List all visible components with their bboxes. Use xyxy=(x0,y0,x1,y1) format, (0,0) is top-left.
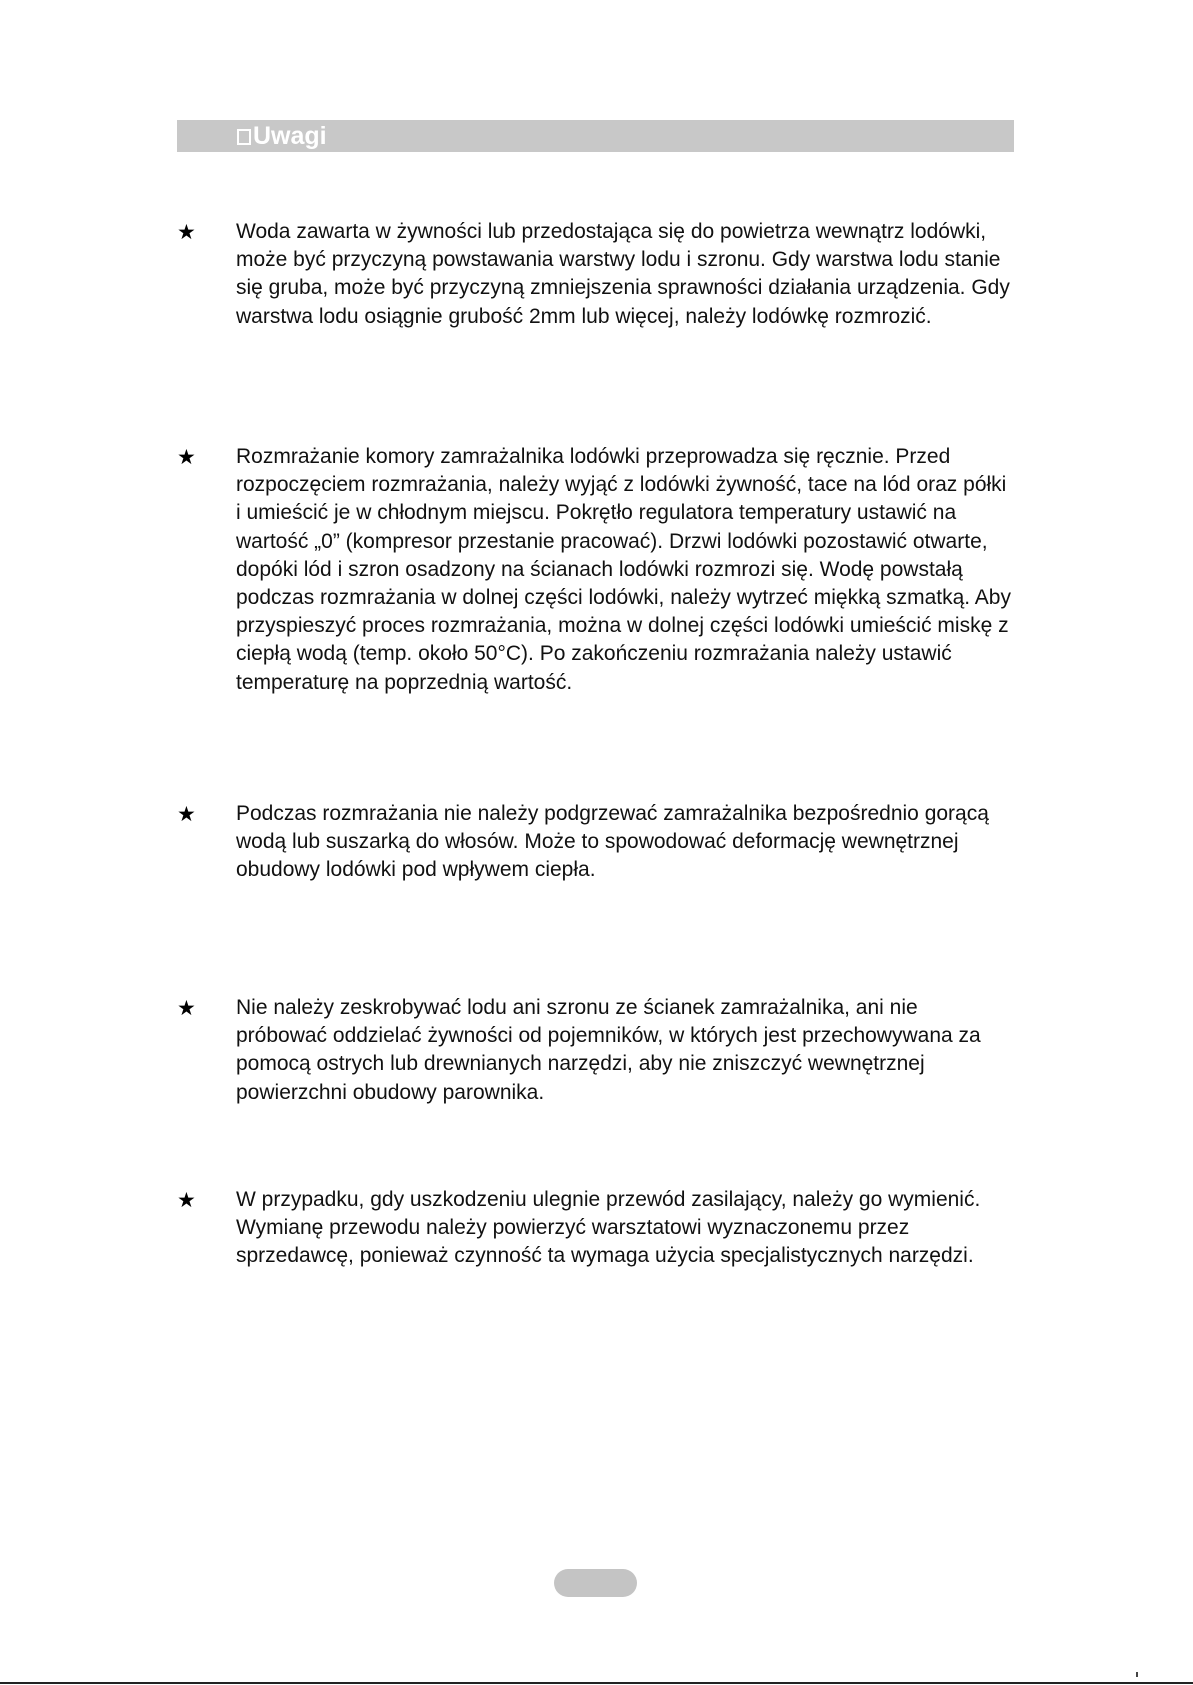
star-bullet-icon: ★ xyxy=(177,445,196,469)
star-bullet-icon: ★ xyxy=(177,220,196,244)
star-bullet-icon: ★ xyxy=(177,802,196,826)
section-header-bar xyxy=(177,120,1014,152)
star-bullet-icon: ★ xyxy=(177,996,196,1020)
note-text: Rozmrażanie komory zamrażalnika lodówki przeprowadza się ręcznie. Przed rozpoczęciem rozmrażania, należy wyjąć z lodówki żywność, tace na lód oraz półki i umieścić je w chłodnym miejscu. Pokrętło regulatora temperatury ustawić na wartość „0” (kompresor przestanie pracować). Drzwi lodówki pozostawić otwarte, dopóki lód i szron osadzony na ścianach lodówki rozmrozi się. Wodę powstałą podczas rozmrażania w dolnej części lodówki, należy wytrzeć miękką szmatką. Aby przyspieszyć proces rozmrażania, można w dolnej części lodówki umieścić miskę z ciepłą wodą (temp. około 50°C). Po zakończeniu rozmrażania należy ustawić temperaturę na poprzednią wartość. xyxy=(236,445,1011,694)
page-bottom-rule xyxy=(0,1682,1193,1684)
star-bullet-icon: ★ xyxy=(177,1188,196,1212)
section-title xyxy=(237,120,327,152)
note-text: W przypadku, gdy uszkodzeniu ulegnie przewód zasilający, należy go wymienić. Wymianę przewodu należy powierzyć warsztatowi wyznaczonemu przez sprzedawcę, ponieważ czynność ta wymaga użycia specjalistycznych narzędzi. xyxy=(236,1188,981,1268)
note-text: Podczas rozmrażania nie należy podgrzewać zamrażalnika bezpośrednio gorącą wodą lub suszarką do włosów. Może to spowodować deformację wewnętrznej obudowy lodówki pod wpływem ciepła. xyxy=(236,802,989,882)
note-text: Woda zawarta w żywności lub przedostająca się do powietrza wewnątrz lodówki, może być przyczyną powstawania warstwy lodu i szronu. Gdy warstwa lodu stanie się gruba, może być przyczyną zmniejszenia sprawności działania urządzenia. Gdy warstwa lodu osiągnie grubość 2mm lub więcej, należy lodówkę rozmrozić. xyxy=(236,220,1010,328)
checkbox-square-icon xyxy=(237,129,251,145)
page-number-pill xyxy=(554,1569,637,1597)
section-title-text: Uwagi xyxy=(253,122,327,150)
note-text: Nie należy zeskrobywać lodu ani szronu ze ścianek zamrażalnika, ani nie próbować oddzielać żywności od pojemników, w których jest przechowywana za pomocą ostrych lub drewnianych narzędzi, aby nie zniszczyć wewnętrznej powierzchni obudowy parownika. xyxy=(236,996,981,1104)
crop-mark xyxy=(1136,1672,1138,1677)
